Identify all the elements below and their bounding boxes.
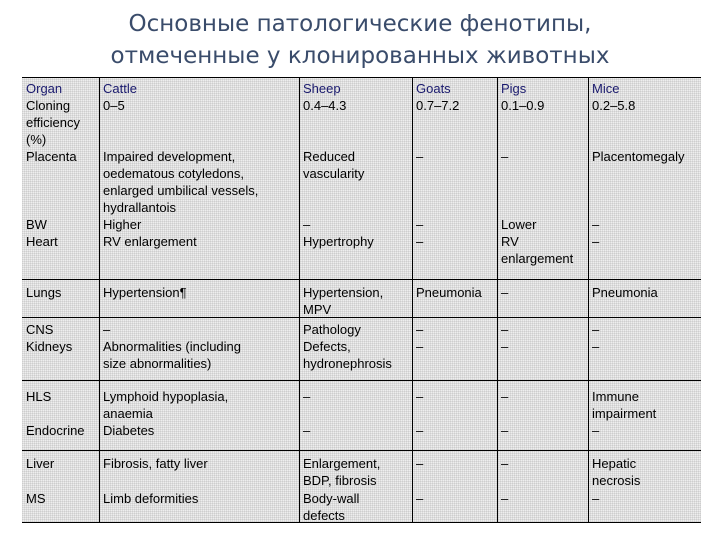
cell-bw-goats: – bbox=[416, 217, 424, 232]
cell-hls-sheep: – bbox=[303, 389, 311, 404]
cell-bw-cattle: Higher bbox=[103, 217, 142, 232]
cell-hls-goats: – bbox=[416, 389, 424, 404]
cell-placenta-goats: – bbox=[416, 149, 424, 164]
row-label-ms: MS bbox=[26, 491, 46, 506]
cell-cloning-mice: 0.2–5.8 bbox=[592, 98, 636, 113]
phenotype-table bbox=[22, 77, 701, 523]
cell-liver-mice: Hepatic necrosis bbox=[592, 456, 641, 488]
title-line-2: отмеченные у клонированных животных bbox=[110, 43, 610, 69]
cell-heart-pigs: RV enlargement bbox=[501, 234, 574, 266]
header-organ: Organ bbox=[26, 81, 63, 96]
cell-heart-goats: – bbox=[416, 234, 424, 249]
cell-hls-mice: Immune impairment bbox=[592, 389, 657, 421]
cell-endocrine-cattle: Diabetes bbox=[103, 423, 155, 438]
cell-ms-mice: – bbox=[592, 491, 600, 506]
title-line-1: Основные патологические фенотипы, bbox=[128, 11, 592, 37]
cell-lungs-cattle bbox=[103, 284, 187, 301]
cell-placenta-pigs: – bbox=[501, 149, 509, 164]
cell-liver-cattle: Fibrosis, fatty liver bbox=[103, 456, 208, 471]
cell-kidneys-cattle: Abnormalities (including size abnormalities) bbox=[103, 339, 242, 371]
row-label-kidneys: Kidneys bbox=[26, 339, 73, 354]
header-pigs: Pigs bbox=[501, 81, 527, 96]
cell-cloning-pigs: 0.1–0.9 bbox=[501, 98, 545, 113]
cell-placenta-mice: Placentomegaly bbox=[592, 149, 685, 164]
cell-liver-pigs: – bbox=[501, 456, 509, 471]
cell-cns-cattle: – bbox=[103, 322, 111, 337]
cell-ms-goats: – bbox=[416, 491, 424, 506]
table-row-group bbox=[22, 280, 701, 318]
row-label-cns: CNS bbox=[26, 322, 54, 337]
table-row-group bbox=[22, 78, 701, 280]
header-sheep: Sheep bbox=[303, 81, 341, 96]
cell-ms-pigs: – bbox=[501, 491, 509, 506]
cell-placenta-sheep: Reduced vascularity bbox=[303, 149, 365, 181]
header-goats: Goats bbox=[416, 81, 451, 96]
row-label-liver: Liver bbox=[26, 456, 55, 471]
cell-cloning-goats: 0.7–7.2 bbox=[416, 98, 460, 113]
cell-cns-sheep: Pathology bbox=[303, 322, 361, 337]
cell-hls-pigs: – bbox=[501, 389, 509, 404]
row-label-lungs: Lungs bbox=[26, 285, 62, 300]
cell-lungs-goats: Pneumonia bbox=[416, 285, 482, 300]
cell-lungs-cattle-text: Hypertension bbox=[103, 285, 180, 300]
cell-lungs-mice: Pneumonia bbox=[592, 285, 658, 300]
cell-liver-sheep: Enlargement, BDP, fibrosis bbox=[303, 456, 381, 488]
table-row-group bbox=[22, 381, 701, 451]
cell-endocrine-pigs: – bbox=[501, 423, 509, 438]
cell-bw-pigs: Lower bbox=[501, 217, 537, 232]
cell-kidneys-mice: – bbox=[592, 339, 600, 354]
cell-bw-sheep: – bbox=[303, 217, 311, 232]
cell-liver-goats: – bbox=[416, 456, 424, 471]
table-row-group bbox=[22, 318, 701, 381]
row-label-hls: HLS bbox=[26, 389, 52, 404]
cell-endocrine-goats: – bbox=[416, 423, 424, 438]
cell-kidneys-pigs: – bbox=[501, 339, 509, 354]
cell-kidneys-sheep: Defects, hydronephrosis bbox=[303, 339, 392, 371]
cell-heart-cattle: RV enlargement bbox=[103, 234, 197, 249]
row-label-cloning-efficiency: Cloning efficiency (%) bbox=[26, 98, 80, 147]
cell-lungs-pigs: – bbox=[501, 285, 509, 300]
cell-hls-cattle: Lymphoid hypoplasia, anaemia bbox=[103, 389, 229, 421]
cell-cns-goats: – bbox=[416, 322, 424, 337]
table-row-group bbox=[22, 451, 701, 524]
cell-heart-mice: – bbox=[592, 234, 600, 249]
slide-title bbox=[0, 8, 720, 72]
header-cattle: Cattle bbox=[103, 81, 137, 96]
cell-endocrine-mice: – bbox=[592, 423, 600, 438]
row-label-endocrine: Endocrine bbox=[26, 423, 85, 438]
cell-bw-mice: – bbox=[592, 217, 600, 232]
cell-ms-sheep: Body-wall defects bbox=[303, 491, 360, 523]
cell-lungs-sheep: Hypertension, MPV bbox=[303, 285, 384, 317]
pilcrow-mark: ¶ bbox=[179, 285, 187, 300]
row-label-bw: BW bbox=[26, 217, 47, 232]
row-label-heart: Heart bbox=[26, 234, 58, 249]
cell-cns-mice: – bbox=[592, 322, 600, 337]
header-mice: Mice bbox=[592, 81, 620, 96]
cell-heart-sheep: Hypertrophy bbox=[303, 234, 374, 249]
cell-cloning-cattle: 0–5 bbox=[103, 98, 125, 113]
row-label-placenta: Placenta bbox=[26, 149, 77, 164]
cell-ms-cattle: Limb deformities bbox=[103, 491, 199, 506]
cell-cns-pigs: – bbox=[501, 322, 509, 337]
cell-placenta-cattle: Impaired development, oedematous cotyledons, enlarged umbilical vessels, hydrallantois bbox=[103, 149, 259, 215]
cell-cloning-sheep: 0.4–4.3 bbox=[303, 98, 347, 113]
cell-kidneys-goats: – bbox=[416, 339, 424, 354]
cell-endocrine-sheep: – bbox=[303, 423, 311, 438]
